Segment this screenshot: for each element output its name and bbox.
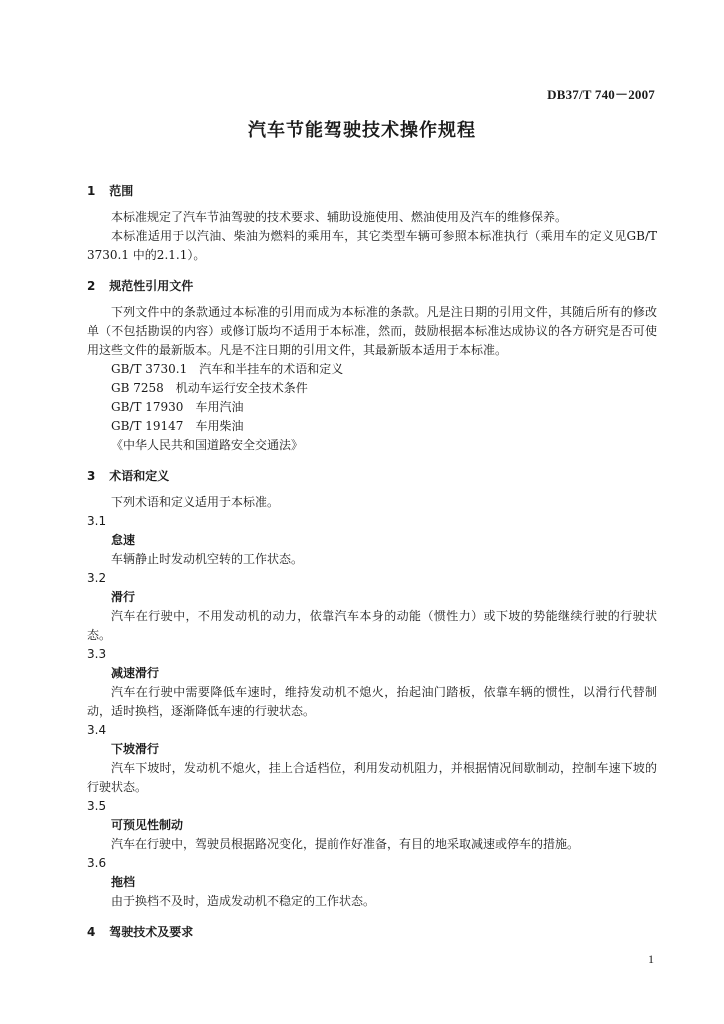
paragraph: 本标准适用于以汽油、柴油为燃料的乘用车，其它类型车辆可参照本标准执行（乘用车的定义见GB/T 3730.1 中的2.1.1）。 [87, 229, 657, 262]
reference-item: GB/T 17930 车用汽油 [111, 400, 244, 414]
term-number: 3.4 [87, 723, 107, 737]
term-name: 可预见性制动 [111, 818, 184, 832]
term-name: 怠速 [111, 533, 136, 547]
section-title: 驾驶技术及要求 [109, 925, 194, 939]
term-number: 3.6 [87, 856, 107, 870]
term-number: 3.5 [87, 799, 107, 813]
reference-item: GB/T 19147 车用柴油 [111, 419, 244, 433]
section-title: 范围 [109, 184, 134, 198]
paragraph: 下列术语和定义适用于本标准。 [111, 495, 280, 509]
section-title: 术语和定义 [109, 469, 170, 483]
term-name: 拖档 [111, 875, 136, 889]
document-body [87, 182, 657, 941]
section-number: 2 [87, 279, 96, 293]
term-name: 下坡滑行 [111, 742, 160, 756]
term-definition: 汽车下坡时，发动机不熄火，挂上合适档位，利用发动机阻力，并根据情况间歇制动，控制车速下坡的行驶状态。 [87, 761, 657, 794]
section-title: 规范性引用文件 [109, 279, 194, 293]
reference-item: GB 7258 机动车运行安全技术条件 [111, 381, 308, 395]
document-title: 汽车节能驾驶技术操作规程 [248, 120, 476, 141]
term-definition: 汽车在行驶中需要降低车速时，维持发动机不熄火，抬起油门踏板，依靠车辆的惯性，以滑行代替制动，适时换档，逐渐降低车速的行驶状态。 [87, 685, 657, 718]
term-number: 3.2 [87, 571, 107, 585]
term-definition: 由于换档不及时，造成发动机不稳定的工作状态。 [111, 894, 376, 908]
section-heading-terms [87, 467, 657, 485]
term-definition: 汽车在行驶中，驾驶员根据路况变化，提前作好准备，有目的地采取减速或停车的措施。 [111, 837, 580, 851]
term-definition: 汽车在行驶中，不用发动机的动力，依靠汽车本身的动能（惯性力）或下坡的势能继续行驶的行驶状态。 [87, 609, 657, 642]
section-heading-normative-references [87, 277, 657, 295]
term-number: 3.3 [87, 647, 107, 661]
term-definition: 车辆静止时发动机空转的工作状态。 [111, 552, 304, 566]
section-heading-driving-technique [87, 923, 657, 941]
reference-item: GB/T 3730.1 汽车和半挂车的术语和定义 [111, 362, 344, 376]
section-number: 1 [87, 184, 96, 198]
paragraph: 本标准规定了汽车节油驾驶的技术要求、辅助设施使用、燃油使用及汽车的维修保养。 [111, 210, 568, 224]
term-number: 3.1 [87, 514, 107, 528]
section-number: 4 [87, 925, 96, 939]
reference-item: 《中华人民共和国道路安全交通法》 [111, 438, 304, 452]
term-name: 滑行 [111, 590, 136, 604]
paragraph: 下列文件中的条款通过本标准的引用而成为本标准的条款。凡是注日期的引用文件，其随后所有的修改单（不包括勘误的内容）或修订版均不适用于本标准，然而，鼓励根据本标准达成协议的各方研究是否可使用这些文件的最新版本。凡是不注日期的引用文件，其最新版本适用于本标准。 [87, 305, 657, 357]
section-number: 3 [87, 469, 96, 483]
standard-code: DB37/T 740－2007 [547, 87, 655, 102]
section-heading-scope [87, 182, 657, 200]
page-number: 1 [648, 952, 654, 966]
term-name: 减速滑行 [111, 666, 160, 680]
